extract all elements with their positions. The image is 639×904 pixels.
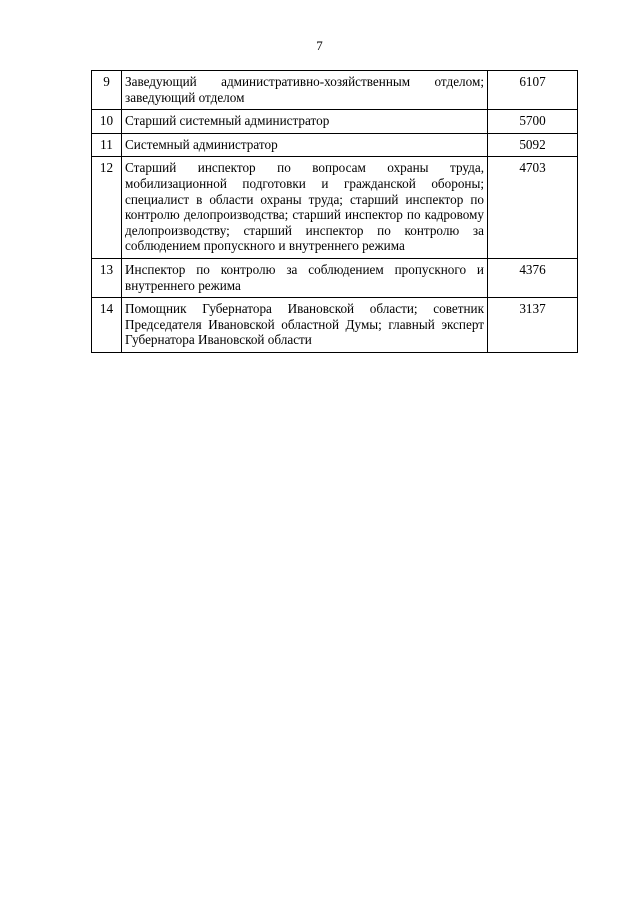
position-name: Помощник Губернатора Ивановской области; советник Председателя Ивановской областной Думы; главный эксперт Губернатора Ивановской области bbox=[122, 298, 488, 353]
position-name: Заведующий административно-хозяйственным отделом; заведующий отделом bbox=[122, 71, 488, 110]
salary-value: 3137 bbox=[488, 298, 578, 353]
salary-value: 6107 bbox=[488, 71, 578, 110]
row-number: 13 bbox=[92, 258, 122, 297]
row-number: 12 bbox=[92, 157, 122, 259]
row-number: 11 bbox=[92, 133, 122, 157]
row-number: 10 bbox=[92, 110, 122, 134]
table-row bbox=[92, 298, 578, 353]
position-name: Старший инспектор по вопросам охраны труда, мобилизационной подготовки и гражданской обороны; специалист в области охраны труда; старший инспектор по контролю делопроизводства; старший инспектор по кадровому делопроизводству; старший инспектор по контролю за соблюдением пропускного и внутреннего режима bbox=[122, 157, 488, 259]
salary-value: 5700 bbox=[488, 110, 578, 134]
table-row bbox=[92, 258, 578, 297]
row-number: 9 bbox=[92, 71, 122, 110]
table-row bbox=[92, 71, 578, 110]
position-name: Старший системный администратор bbox=[122, 110, 488, 134]
salary-value: 5092 bbox=[488, 133, 578, 157]
table-row bbox=[92, 133, 578, 157]
table-row bbox=[92, 157, 578, 259]
salary-value: 4703 bbox=[488, 157, 578, 259]
table-row bbox=[92, 110, 578, 134]
page-number: 7 bbox=[316, 38, 323, 53]
salary-value: 4376 bbox=[488, 258, 578, 297]
row-number: 14 bbox=[92, 298, 122, 353]
salary-table bbox=[91, 70, 578, 353]
position-name: Инспектор по контролю за соблюдением пропускного и внутреннего режима bbox=[122, 258, 488, 297]
position-name: Системный администратор bbox=[122, 133, 488, 157]
